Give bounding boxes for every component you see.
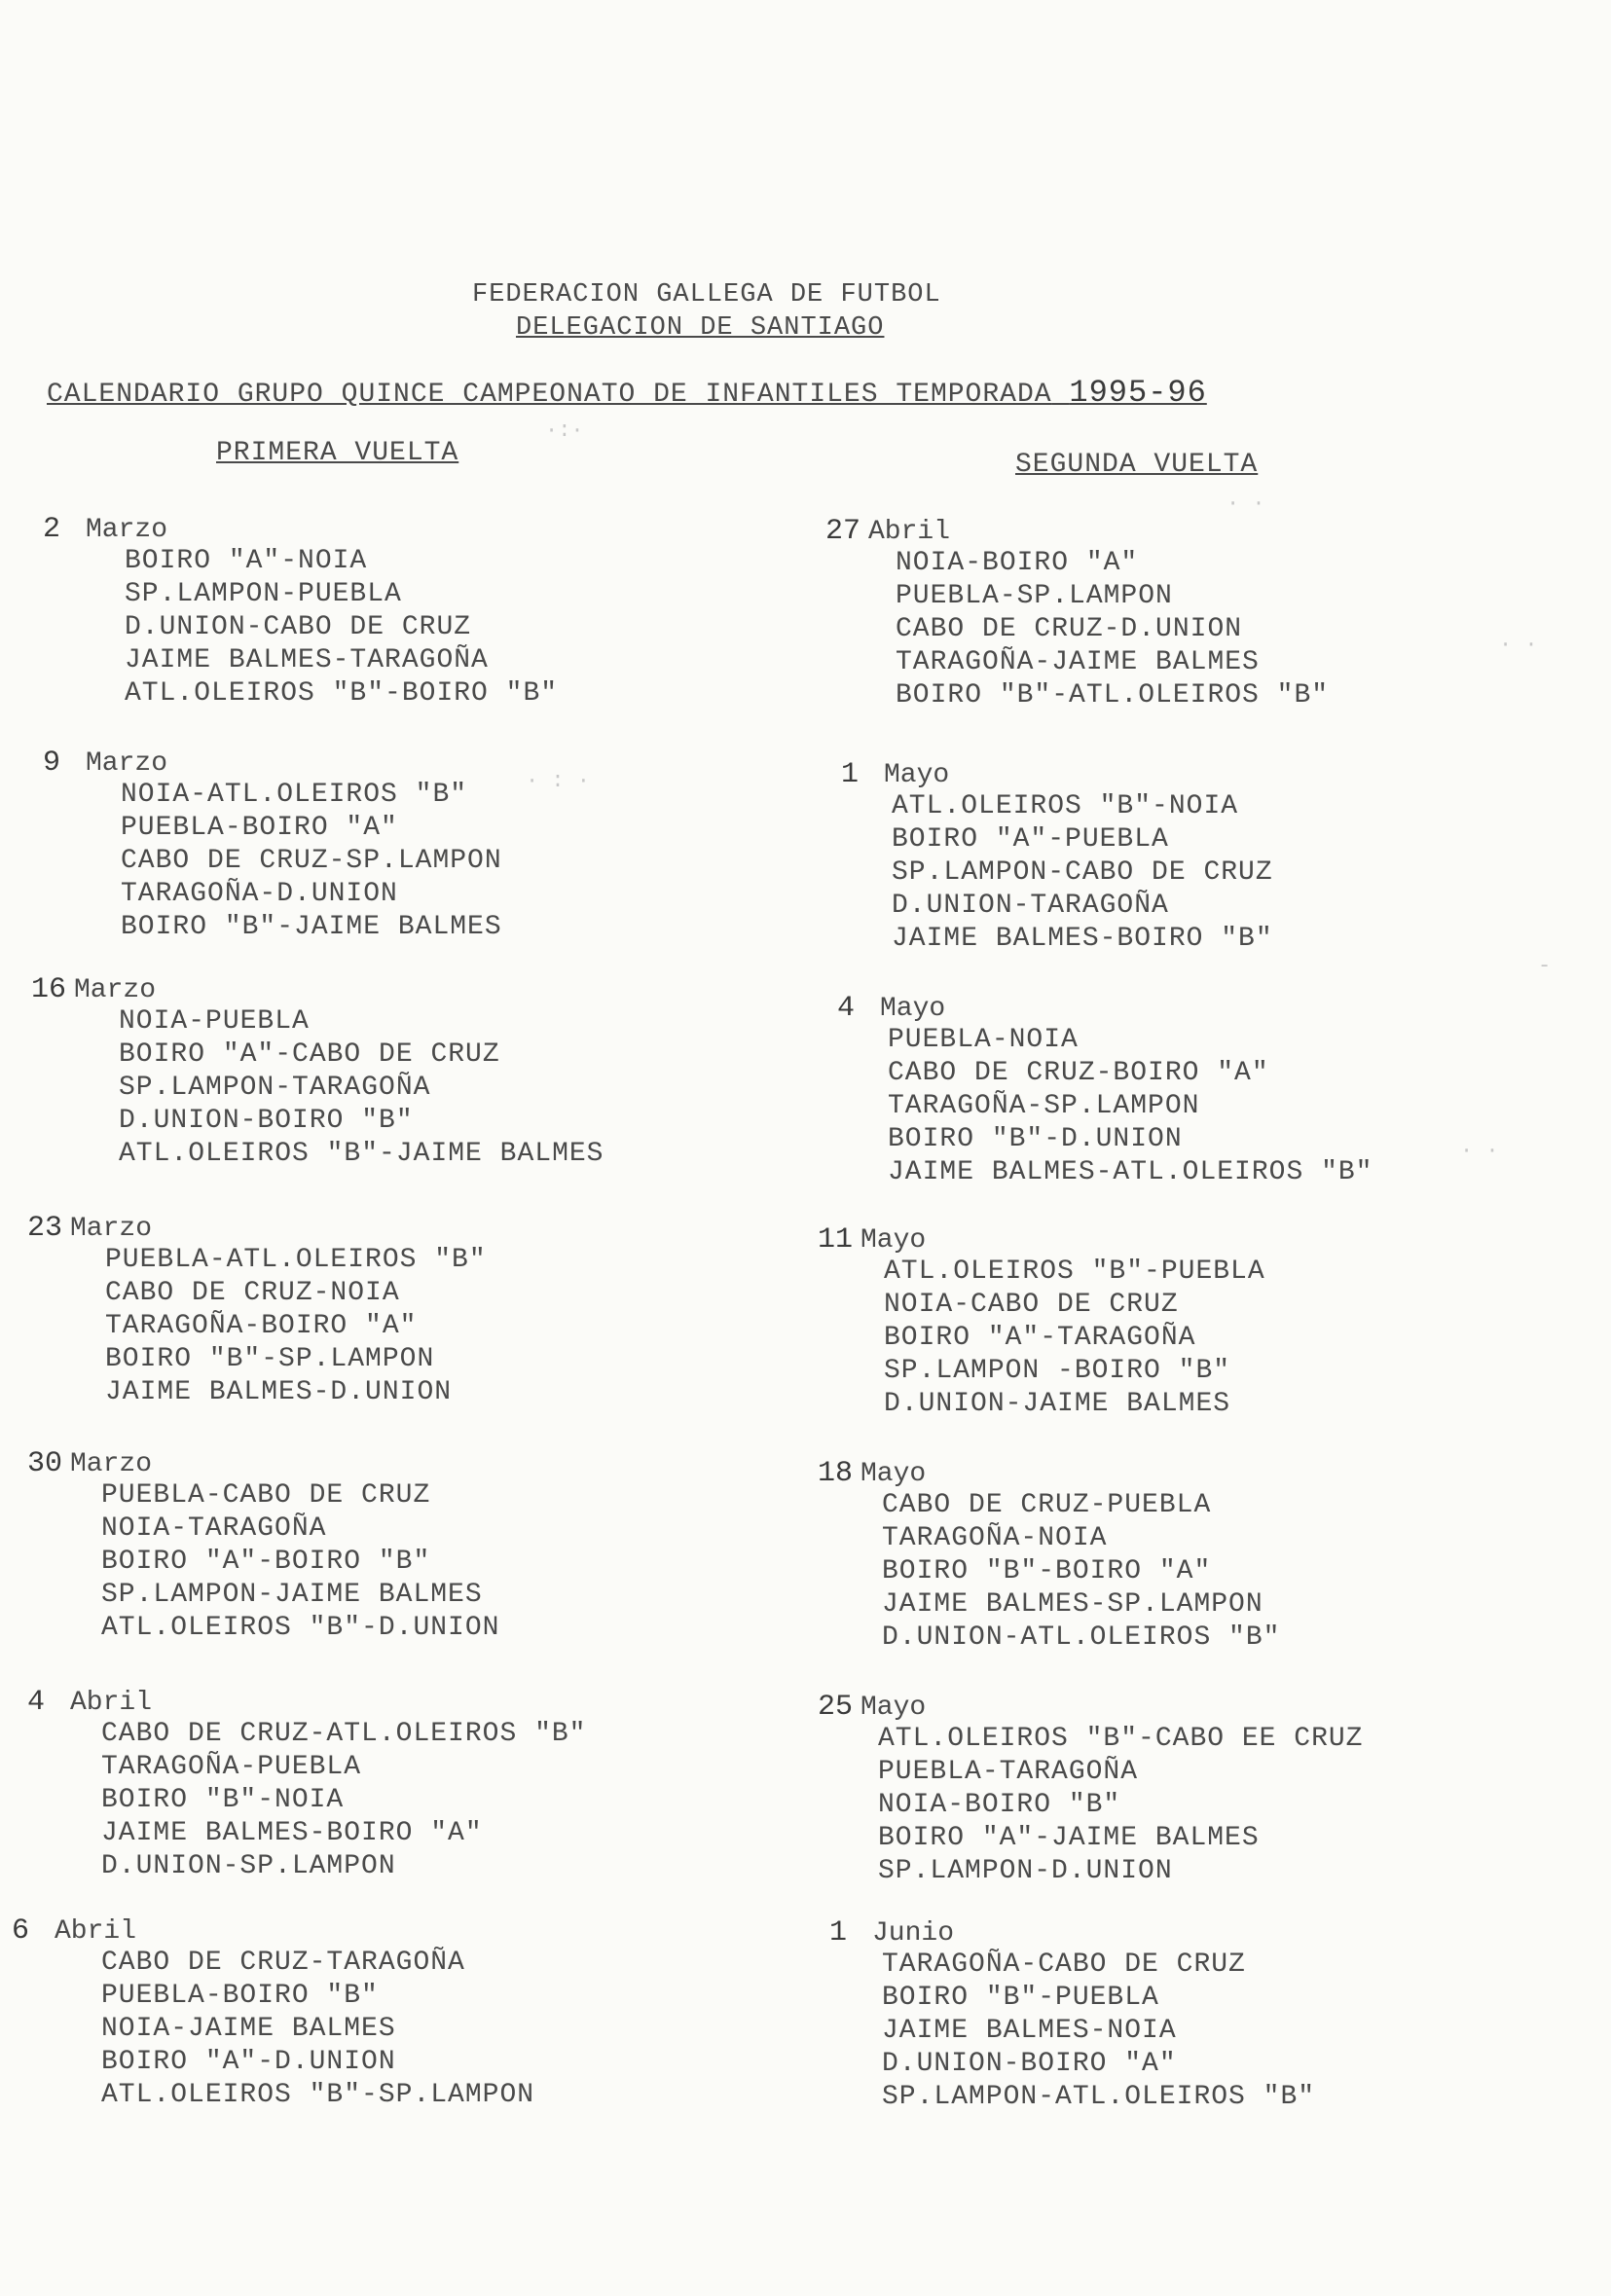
match: BOIRO "A"-TARAGOÑA (884, 1323, 1196, 1353)
calendar-title-text: CALENDARIO GRUPO QUINCE CAMPEONATO DE INFANTILES TEMPORADA (47, 380, 1052, 410)
calendar-title (47, 375, 1207, 411)
round-month: Abril (55, 1916, 137, 1947)
match: NOIA-TARAGOÑA (101, 1513, 327, 1544)
round-day: 27 (825, 515, 861, 548)
round-date (829, 1917, 1315, 1949)
round-month: Mayo (860, 1693, 927, 1723)
match: JAIME BALMES-TARAGOÑA (125, 645, 489, 675)
match: SP.LAMPON-D.UNION (878, 1856, 1173, 1886)
match: NOIA-PUEBLA (119, 1006, 310, 1037)
match: BOIRO "A"-NOIA (125, 546, 368, 576)
match: BOIRO "B"-NOIA (101, 1785, 345, 1815)
round (43, 747, 502, 944)
match: JAIME BALMES-NOIA (882, 2016, 1177, 2046)
match: SP.LAMPON-JAIME BALMES (101, 1580, 483, 1610)
round (829, 1917, 1315, 2114)
round-date (12, 1915, 534, 1947)
round-month: Abril (868, 517, 951, 547)
round-date (43, 514, 558, 545)
federation-title: FEDERACION GALLEGA DE FUTBOL (472, 280, 941, 310)
match: JAIME BALMES-BOIRO "A" (101, 1818, 483, 1848)
round-day: 11 (818, 1223, 854, 1257)
round-month: Marzo (86, 748, 168, 779)
round (825, 516, 1329, 712)
round-day: 16 (31, 973, 67, 1006)
match: D.UNION-BOIRO "A" (882, 2049, 1177, 2079)
round-day: 30 (27, 1447, 63, 1480)
match: ATL.OLEIROS "B"-NOIA (892, 791, 1239, 821)
round-month: Mayo (860, 1459, 927, 1489)
match: CABO DE CRUZ-D.UNION (896, 614, 1243, 644)
match: PUEBLA-NOIA (888, 1025, 1079, 1055)
match: TARAGOÑA-JAIME BALMES (896, 647, 1260, 677)
match: CABO DE CRUZ-ATL.OLEIROS "B" (101, 1719, 587, 1749)
match: PUEBLA-BOIRO "A" (121, 813, 398, 843)
print-speck: · : · (526, 769, 591, 793)
round-date (818, 1458, 1280, 1489)
delegation-title: DELEGACION DE SANTIAGO (516, 313, 885, 343)
match: ATL.OLEIROS "B"-BOIRO "B" (125, 678, 559, 709)
round (31, 974, 604, 1171)
match: JAIME BALMES-SP.LAMPON (882, 1589, 1263, 1620)
round (27, 1213, 487, 1409)
match: SP.LAMPON-PUEBLA (125, 579, 402, 609)
match: CABO DE CRUZ-SP.LAMPON (121, 846, 502, 876)
segunda-vuelta-title: SEGUNDA VUELTA (1015, 450, 1259, 480)
match: BOIRO "B"-ATL.OLEIROS "B" (896, 680, 1330, 711)
round-date (841, 759, 1273, 790)
match: CABO DE CRUZ-TARAGOÑA (101, 1948, 465, 1978)
match: NOIA-ATL.OLEIROS "B" (121, 780, 468, 810)
round-day: 18 (818, 1457, 854, 1490)
match: PUEBLA-CABO DE CRUZ (101, 1480, 431, 1511)
match: PUEBLA-ATL.OLEIROS "B" (105, 1245, 487, 1275)
match: SP.LAMPON-CABO DE CRUZ (892, 857, 1273, 888)
match: TARAGOÑA-NOIA (882, 1523, 1108, 1553)
match: ATL.OLEIROS "B"-CABO EE CRUZ (878, 1724, 1364, 1754)
match: BOIRO "A"-PUEBLA (892, 824, 1169, 855)
match: D.UNION-TARAGOÑA (892, 891, 1169, 921)
match: BOIRO "A"-D.UNION (101, 2047, 396, 2077)
match: BOIRO "A"-BOIRO "B" (101, 1547, 431, 1577)
round-month: Marzo (70, 1449, 153, 1479)
match: ATL.OLEIROS "B"-PUEBLA (884, 1257, 1265, 1287)
match: PUEBLA-BOIRO "B" (101, 1981, 379, 2011)
match: ATL.OLEIROS "B"-JAIME BALMES (119, 1139, 604, 1169)
round (12, 1915, 534, 2112)
round-day: 25 (818, 1691, 854, 1724)
match: PUEBLA-TARAGOÑA (878, 1757, 1139, 1787)
print-speck: - (1538, 954, 1552, 978)
round-date (818, 1692, 1363, 1723)
round-day: 1 (829, 1916, 848, 1950)
match: CABO DE CRUZ-BOIRO "A" (888, 1058, 1269, 1088)
match: SP.LAMPON-ATL.OLEIROS "B" (882, 2082, 1316, 2112)
match: SP.LAMPON -BOIRO "B" (884, 1356, 1231, 1386)
match: BOIRO "A"-CABO DE CRUZ (119, 1039, 500, 1070)
round-date (31, 974, 604, 1005)
round-date (27, 1448, 499, 1479)
round (27, 1687, 586, 1883)
round-day: 1 (841, 758, 860, 791)
round-month: Mayo (884, 760, 950, 790)
round-month: Marzo (70, 1214, 153, 1244)
round-month: Marzo (74, 975, 157, 1005)
match: D.UNION-CABO DE CRUZ (125, 612, 472, 642)
round (837, 993, 1373, 1189)
round-day: 4 (27, 1686, 46, 1719)
match: TARAGOÑA-SP.LAMPON (888, 1091, 1200, 1121)
match: TARAGOÑA-PUEBLA (101, 1752, 362, 1782)
print-speck: · · (1227, 492, 1265, 516)
match: D.UNION-JAIME BALMES (884, 1389, 1231, 1419)
primera-vuelta-title: PRIMERA VUELTA (216, 438, 459, 468)
round (27, 1448, 499, 1645)
round-date (27, 1213, 487, 1244)
round-month: Abril (70, 1688, 153, 1718)
round-day: 23 (27, 1212, 63, 1245)
round-date (818, 1224, 1265, 1256)
print-speck: · · (1499, 633, 1538, 657)
match: BOIRO "B"-SP.LAMPON (105, 1344, 435, 1374)
match: TARAGOÑA-BOIRO "A" (105, 1311, 418, 1341)
round-month: Mayo (860, 1225, 927, 1256)
match: NOIA-JAIME BALMES (101, 2014, 396, 2044)
round (818, 1458, 1280, 1655)
match: BOIRO "B"-JAIME BALMES (121, 912, 502, 942)
match: JAIME BALMES-ATL.OLEIROS "B" (888, 1157, 1373, 1187)
round-date (27, 1687, 586, 1718)
round-day: 4 (837, 992, 856, 1025)
round-day: 6 (12, 1914, 30, 1948)
match: NOIA-CABO DE CRUZ (884, 1290, 1179, 1320)
match: BOIRO "B"-D.UNION (888, 1124, 1183, 1154)
print-speck: · · (1460, 1139, 1499, 1163)
round-day: 9 (43, 747, 61, 780)
match: JAIME BALMES-BOIRO "B" (892, 924, 1273, 954)
match: PUEBLA-SP.LAMPON (896, 581, 1173, 611)
match: SP.LAMPON-TARAGOÑA (119, 1073, 431, 1103)
round-month: Junio (872, 1918, 955, 1949)
match: BOIRO "A"-JAIME BALMES (878, 1823, 1260, 1853)
print-speck: ·:· (545, 419, 584, 443)
match: NOIA-BOIRO "B" (878, 1790, 1121, 1820)
season-label: 1995-96 (1069, 375, 1207, 411)
match: ATL.OLEIROS "B"-D.UNION (101, 1613, 500, 1643)
match: TARAGOÑA-CABO DE CRUZ (882, 1950, 1246, 1980)
match: D.UNION-ATL.OLEIROS "B" (882, 1622, 1281, 1653)
round-month: Mayo (880, 994, 946, 1024)
match: NOIA-BOIRO "A" (896, 548, 1139, 578)
round-day: 2 (43, 513, 61, 546)
round-date (825, 516, 1329, 547)
match: CABO DE CRUZ-NOIA (105, 1278, 400, 1308)
round-month: Marzo (86, 515, 168, 545)
round (818, 1692, 1363, 1888)
match: JAIME BALMES-D.UNION (105, 1377, 453, 1407)
round-date (43, 747, 502, 779)
round (43, 514, 558, 711)
match: ATL.OLEIROS "B"-SP.LAMPON (101, 2080, 535, 2110)
round (818, 1224, 1265, 1421)
round (841, 759, 1273, 956)
match: TARAGOÑA-D.UNION (121, 879, 398, 909)
match: CABO DE CRUZ-PUEBLA (882, 1490, 1212, 1520)
match: D.UNION-BOIRO "B" (119, 1106, 414, 1136)
match: D.UNION-SP.LAMPON (101, 1851, 396, 1881)
round-date (837, 993, 1373, 1024)
match: BOIRO "B"-BOIRO "A" (882, 1556, 1212, 1586)
match: BOIRO "B"-PUEBLA (882, 1983, 1159, 2013)
